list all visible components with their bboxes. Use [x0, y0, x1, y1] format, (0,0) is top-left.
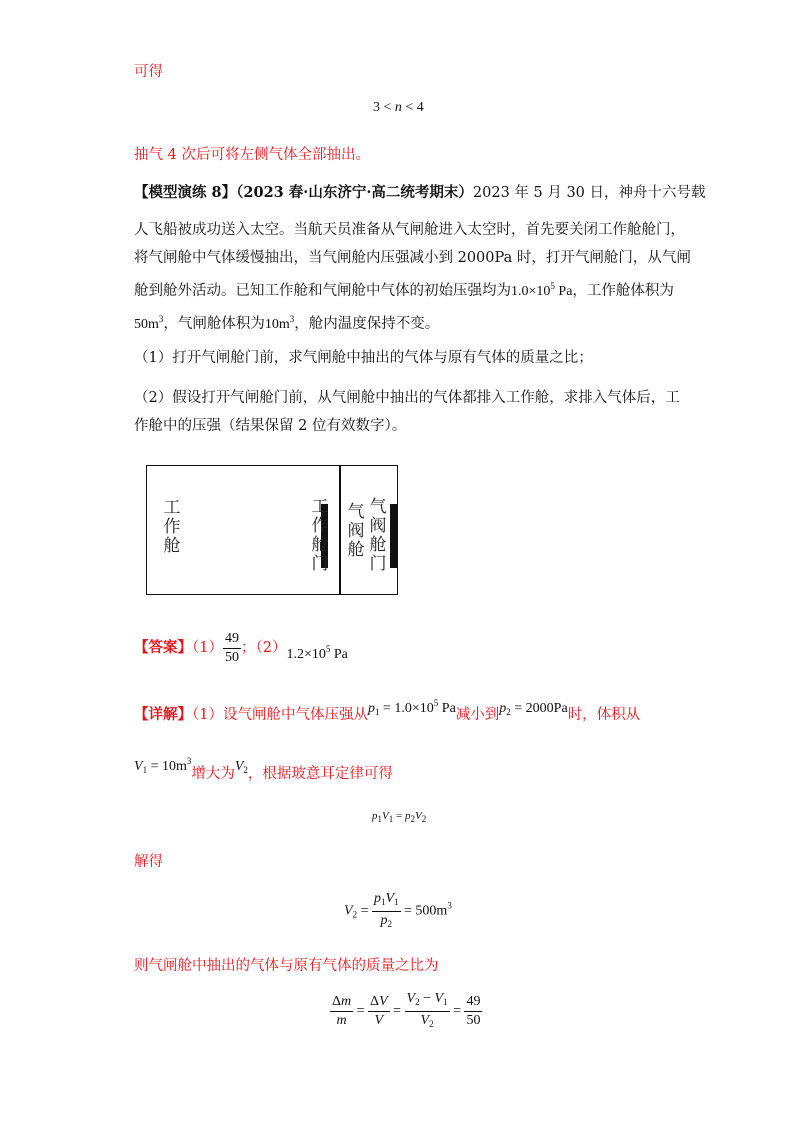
equation-boyle: $p_1V_1 = p_2V_2$ — [372, 810, 427, 824]
problem-line-2: 人飞船被成功送入太空。当航天员准备从气闸舱进入太空时，首先要关闭工作舱舱门， — [134, 222, 685, 238]
volume-work-cabin: $50m^3$ — [134, 314, 164, 332]
problem-line-5 — [134, 309, 439, 335]
answer-fraction: $\frac{49}{50}$ — [224, 630, 239, 665]
problem-title: 【模型演练 8】 — [134, 184, 237, 201]
question-2-line-1: （2）假设打开气闸舱门前，从气闸舱中抽出的气体都排入工作舱，求排入气体后，工 — [134, 390, 680, 406]
problem-line-4 — [134, 276, 674, 302]
text-ratio-intro: 则气闸舱中抽出的气体与原有气体的质量之比为 — [134, 958, 439, 974]
problem-text-5a: ，气闸舱体积为 — [163, 316, 265, 332]
detail-line-2 — [134, 756, 393, 788]
text-jiede: 解得 — [134, 854, 163, 870]
answer-separator: ； — [240, 640, 256, 656]
volume-v1: $V_1 = 10m^3$ — [134, 756, 192, 775]
answer-pressure: $1.2\times 10^5$ Pa — [286, 644, 348, 662]
problem-text-4a: 舱到舱外活动。已知工作舱和气闸舱中气体的初始压强均为 — [134, 283, 511, 299]
equation-v2: $V_2$ = $\frac{p_1V_1}{p_2}$ = $500m^3$ — [344, 891, 452, 929]
problem-text-1: 2023 年 5 月 30 日，神舟十六号载 — [472, 185, 706, 201]
detail-text-2: 减小到 — [455, 707, 500, 723]
cabin-divider — [339, 466, 341, 594]
problem-text-4b: ，工作舱体积为 — [572, 283, 674, 299]
problem-text-5b: ，舱内温度保持不变。 — [294, 316, 440, 332]
question-2-line-2: 作舱中的压强（结果保留 2 位有效数字）。 — [134, 418, 407, 434]
pressure-p1: $p_1 = 1.0\times 10^5$ Pa — [367, 698, 456, 717]
volume-airlock: $10m^3$ — [264, 314, 295, 332]
text-kede: 可得 — [134, 64, 163, 80]
detail-line-1 — [134, 700, 640, 729]
question-1: （1）打开气闸舱门前，求气闸舱中抽出的气体与原有气体的质量之比； — [134, 350, 593, 366]
pressure-initial: $1.0\times 10^5$ Pa — [511, 281, 573, 299]
problem-line-1 — [134, 183, 706, 203]
text-conclusion: 抽气 4 次后可将左侧气体全部抽出。 — [134, 147, 370, 163]
pressure-p2: $p_2 = 2000Pa$ — [499, 701, 568, 717]
answer-tag: 【答案】 — [134, 639, 192, 656]
answer-line — [134, 628, 348, 675]
problem-source: （2023 春·山东济宁·高二统考期末） — [236, 184, 473, 201]
detail-tag: 【详解】 — [134, 706, 192, 723]
airlock-door — [390, 504, 397, 568]
label-work-cabin-door: 工 作 舱 门 — [311, 497, 329, 574]
label-work-cabin: 工 作 舱 — [163, 498, 181, 556]
detail-text-3: 时，体积从 — [567, 707, 641, 723]
label-airlock-door: 气 阀 舱 门 — [369, 497, 387, 574]
answer-part1-label: （1） — [192, 640, 223, 656]
label-airlock: 气 阀 舱 — [347, 502, 365, 560]
volume-v2-symbol: $V_2$ — [234, 759, 248, 775]
detail-text-4: 增大为 — [191, 766, 235, 782]
answer-part2-label: （2） — [255, 640, 287, 656]
equation-n-range: 3 < n < 4 — [373, 100, 424, 115]
cabin-diagram — [146, 465, 398, 595]
equation-mass-ratio: $\frac{\Delta m}{m}$ = $\frac{\Delta V}{V}$ = $\frac{V_2 - V_1}{V_2}$ = $\frac{49}{50}$ — [332, 991, 481, 1029]
detail-text-5: ，根据玻意耳定律可得 — [247, 766, 393, 782]
detail-text-1: （1）设气闸舱中气体压强从 — [192, 707, 368, 723]
problem-line-3: 将气闸舱中气体缓慢抽出，当气闸舱内压强减小到 2000Pa 时，打开气闸舱门，从气闸 — [134, 250, 691, 266]
